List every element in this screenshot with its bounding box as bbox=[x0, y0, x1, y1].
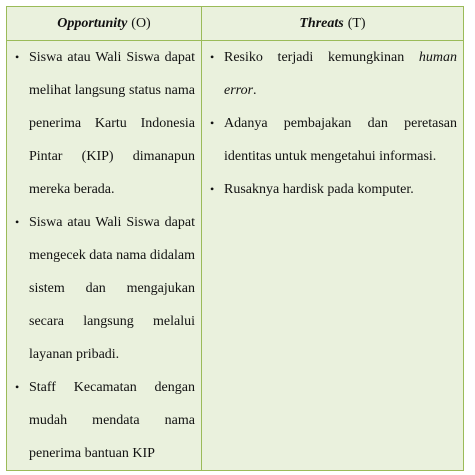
bullet-icon: • bbox=[210, 50, 215, 64]
threat-item bbox=[208, 107, 457, 173]
bullet-icon: • bbox=[15, 380, 20, 394]
threats-abbr: (T) bbox=[347, 15, 366, 31]
bullet-icon: • bbox=[15, 215, 20, 229]
threat-text-main: Resiko terjadi kemungkinan bbox=[224, 50, 419, 65]
opportunity-abbr: (O) bbox=[131, 15, 151, 31]
threat-item bbox=[208, 41, 457, 107]
header-opportunity bbox=[7, 7, 201, 40]
threat-item bbox=[208, 173, 457, 206]
opportunity-column bbox=[7, 41, 201, 470]
threat-text-italic: human error bbox=[224, 50, 457, 98]
swot-table bbox=[6, 6, 464, 471]
bullet-icon: • bbox=[210, 116, 215, 130]
threat-text bbox=[224, 173, 457, 206]
opportunity-text: Siswa atau Wali Siswa dapat mengecek data nama didalam sistem dan mengajukan secara langsung melalui layanan pribadi. bbox=[29, 215, 195, 362]
threat-text-main: Adanya pembajakan dan peretasan identitas untuk mengetahui informasi. bbox=[224, 116, 457, 164]
bullet-icon: • bbox=[210, 182, 215, 196]
opportunity-text: Staff Kecamatan dengan mudah mendata nama penerima bantuan KIP bbox=[29, 380, 195, 461]
table-header-row bbox=[7, 7, 463, 41]
threat-text-main: Rusaknya hardisk pada komputer. bbox=[224, 182, 414, 197]
header-threats bbox=[202, 7, 463, 40]
threat-text bbox=[224, 107, 457, 173]
opportunity-text: Siswa atau Wali Siswa dapat melihat langsung status nama penerima Kartu Indonesia Pintar (KIP) dimanapun mereka berada. bbox=[29, 50, 195, 197]
threats-column bbox=[202, 41, 463, 206]
threat-text bbox=[224, 41, 457, 107]
opportunity-title: Opportunity bbox=[57, 15, 128, 31]
opportunity-item bbox=[13, 371, 195, 470]
threat-text-end: . bbox=[253, 83, 257, 98]
threats-title: Threats bbox=[299, 15, 344, 31]
opportunity-item bbox=[13, 206, 195, 371]
bullet-icon: • bbox=[15, 50, 20, 64]
opportunity-item bbox=[13, 41, 195, 206]
